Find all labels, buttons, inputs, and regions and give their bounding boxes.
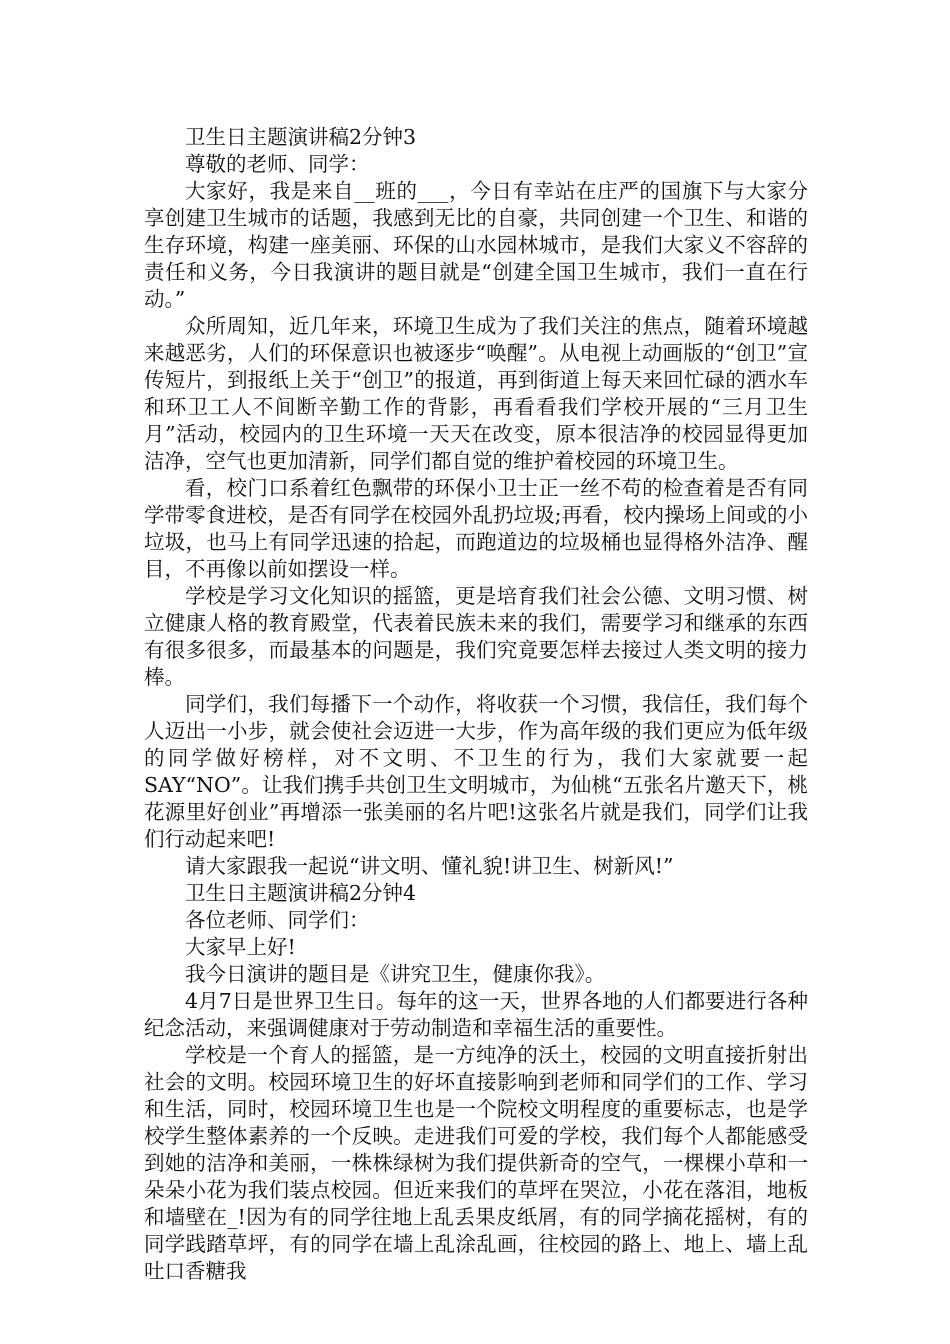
paragraph: 同学们，我们每播下一个动作，将收获一个习惯，我信任，我们每个人迈出一小步，就会使社会迈进一大步，作为高年级的我们更应为低年级的同学做好榜样，对不文明、不卫生的行为，我们大家就要一起SAY“NO”。让我们携手共创卫生文明城市，为仙桃“五张名片邀天下，桃花源里好创业”再增添一张美丽的名片吧!这张名片就是我们，同学们让我们行动起来吧! [144, 692, 808, 851]
section-title-3: 卫生日主题演讲稿2分钟3 [185, 125, 417, 149]
document-body [144, 124, 808, 1285]
paragraph: 4月7日是世界卫生日。每年的这一天，世界各地的人们都要进行各种纪念活动，来强调健康对于劳动制造和幸福生活的重要性。 [144, 989, 808, 1040]
paragraph: 我今日演讲的题目是《讲究卫生，健康你我》。 [185, 962, 606, 986]
paragraph: 大家好，我是来自__班的___，今日有幸站在庄严的国旗下与大家分享创建卫生城市的话题，我感到无比的自豪，共同创建一个卫生、和谐的生存环境，构建一座美丽、环保的山水园林城市，是我们大家义不容辞的责任和义务，今日我演讲的题目就是“创建全国卫生城市，我们一直在行动。” [144, 179, 808, 311]
greeting: 大家早上好! [185, 935, 296, 959]
paragraph: 众所周知，近几年来，环境卫生成为了我们关注的焦点，随着环境越来越恶劣，人们的环保意识也被逐步“唤醒”。从电视上动画版的“创卫”宣传短片，到报纸上关于“创卫”的报道，再到街道上每天来回忙碌的洒水车和环卫工人不间断辛勤工作的背影，再看看我们学校开展的“三月卫生月”活动，校园内的卫生环境一天天在改变，原本很洁净的校园显得更加洁净，空气也更加清新，同学们都自觉的维护着校园的环境卫生。 [144, 314, 808, 473]
salutation: 各位老师、同学们： [185, 908, 370, 932]
paragraph: 请大家跟我一起说“讲文明、懂礼貌!讲卫生、树新风!” [185, 854, 674, 878]
salutation: 尊敬的老师、同学： [185, 152, 370, 176]
paragraph: 学校是学习文化知识的摇篮，更是培育我们社会公德、文明习惯、树立健康人格的教育殿堂，代表着民族未来的我们，需要学习和继承的东西有很多很多，而最基本的问题是，我们究竟要怎样去接过人类文明的接力棒。 [144, 584, 808, 689]
paragraph: 学校是一个育人的摇篮，是一方纯净的沃土，校园的文明直接折射出社会的文明。校园环境卫生的好坏直接影响到老师和同学们的工作、学习和生活，同时，校园环境卫生也是一个院校文明程度的重要标志，也是学校学生整体素养的一个反映。走进我们可爱的学校，我们每个人都能感受到她的洁净和美丽，一株株绿树为我们提供新奇的空气，一棵棵小草和一朵朵小花为我们装点校园。但近来我们的草坪在哭泣，小花在落泪，地板和墙壁在_!因为有的同学往地上乱丢果皮纸屑，有的同学摘花摇树，有的同学践踏草坪，有的同学在墙上乱涂乱画，往校园的路上、地上、墙上乱吐口香糖我 [144, 1043, 808, 1283]
section-title-4: 卫生日主题演讲稿2分钟4 [185, 881, 417, 905]
paragraph: 看，校门口系着红色飘带的环保小卫士正一丝不苟的检查着是否有同学带零食进校，是否有同学在校园外乱扔垃圾;再看，校内操场上间或的小垃圾，也马上有同学迅速的拾起，而跑道边的垃圾桶也显得格外洁净、醒目，不再像以前如摆设一样。 [144, 476, 808, 581]
